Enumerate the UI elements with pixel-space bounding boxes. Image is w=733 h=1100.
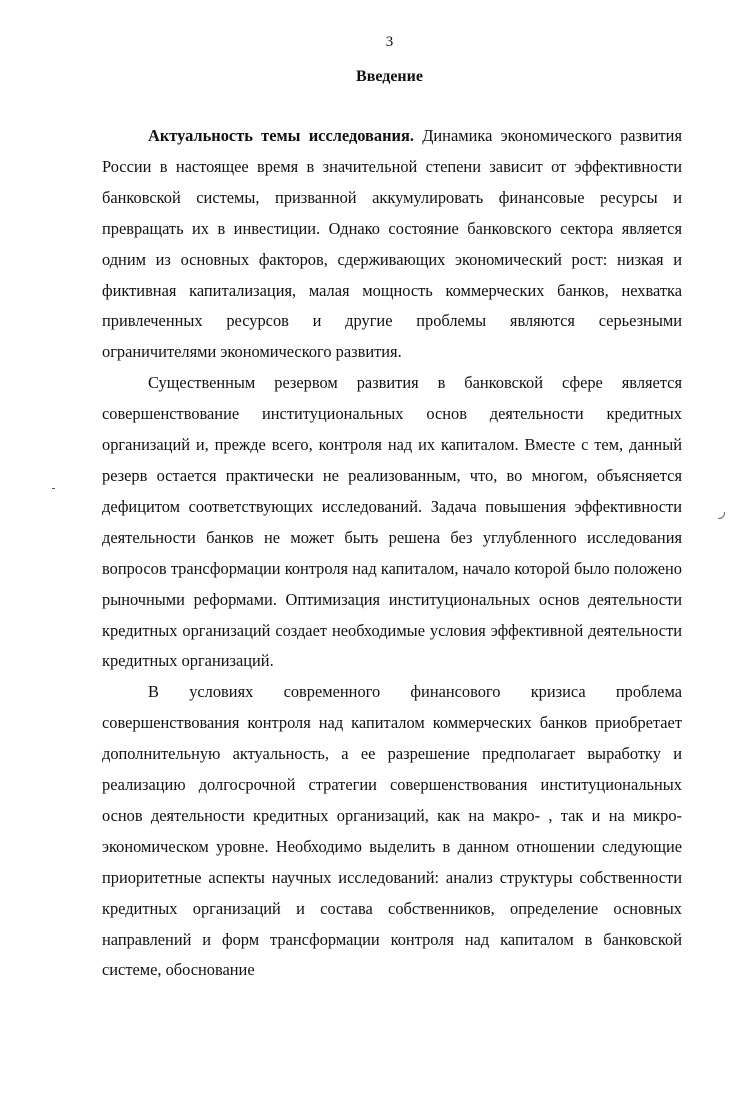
paragraph-text: Динамика экономического развития России в настоящее время в значительной степени зависит от эффективности банковской системы, призванной аккумулировать финансовые ресурсы и превращать их в инвестиции. Однако состояние банковского сектора является одним из основных факторов, сдерживающих экономический рост: низкая и фиктивная капитализация, малая мощность коммерческих банков, нехватка привлеченных ресурсов и другие проблемы являются серьезными ограничителями экономического развития. xyxy=(102,126,682,362)
paragraph-1 xyxy=(102,121,682,368)
scan-speck xyxy=(52,488,55,489)
page-number: 3 xyxy=(385,34,394,50)
paragraph-lead: Актуальность темы исследования. xyxy=(148,126,414,145)
paragraph-3 xyxy=(102,677,682,986)
paragraph-text: В условиях современного финансового кризиса проблема совершенствования контроля над капиталом коммерческих банков приобретает дополнительную актуальность, а ее разрешение предполагает выработку и реализацию долгосрочной стратегии совершенствования институциональных основ деятельности кредитных организаций, как на макро- , так и на микро- экономическом уровне. Необходимо выделить в данном отношении следующие приоритетные аспекты научных исследований: анализ структуры собственности кредитных организаций и состава собственников, определение основных направлений и форм трансформации контроля над капиталом в банковской системе, обоснование xyxy=(102,682,682,980)
paragraph-2 xyxy=(102,368,682,677)
section-title: Введение xyxy=(356,68,423,85)
body-text xyxy=(102,121,682,986)
scan-speck xyxy=(718,512,725,519)
paragraph-text: Существенным резервом развития в банковской сфере является совершенствование институциональных основ деятельности кредитных организаций и, прежде всего, контроля над их капиталом. Вместе с тем, данный резерв остается практически не реализованным, что, во многом, объясняется дефицитом соответствующих исследований. Задача повышения эффективности деятельности банков не может быть решена без углубленного исследования вопросов трансформации контроля над капиталом, начало которой было положено рыночными реформами. Оптимизация институциональных основ деятельности кредитных организаций создает необходимые условия эффективной деятельности кредитных организаций. xyxy=(102,373,682,671)
